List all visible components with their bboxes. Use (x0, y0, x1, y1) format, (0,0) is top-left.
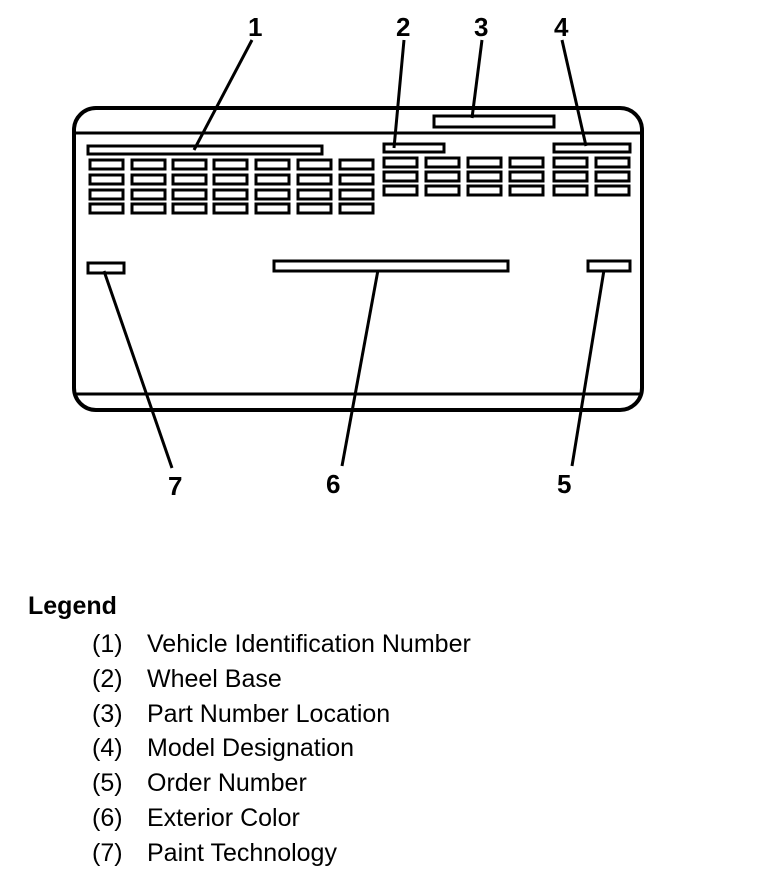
code-cell (426, 158, 459, 167)
code-cell (596, 172, 629, 181)
legend-label: Wheel Base (147, 664, 282, 693)
code-cell (554, 186, 587, 195)
code-cell (256, 190, 289, 199)
callout-7: 7 (168, 471, 183, 501)
legend-item (92, 627, 471, 662)
code-cell (256, 160, 289, 169)
legend (28, 592, 471, 871)
code-cell (214, 175, 247, 184)
code-cell (596, 186, 629, 195)
code-cell (256, 175, 289, 184)
code-cell (132, 204, 165, 213)
legend-number: (2) (92, 664, 123, 693)
part-number-bar (434, 116, 554, 127)
callout-4: 4 (554, 12, 569, 42)
code-cell (298, 204, 331, 213)
legend-list (28, 627, 471, 871)
code-cell (214, 160, 247, 169)
legend-number: (4) (92, 734, 123, 763)
legend-number: (1) (92, 630, 123, 658)
code-cell (173, 190, 206, 199)
code-cell (132, 175, 165, 184)
legend-label: Exterior Color (147, 803, 300, 832)
code-cell (554, 158, 587, 167)
legend-item (92, 836, 471, 871)
code-cell (468, 172, 501, 181)
code-cell (596, 158, 629, 167)
paint-technology-bar (88, 263, 124, 273)
legend-number: (3) (92, 699, 123, 728)
code-cell (384, 172, 417, 181)
code-cell (384, 186, 417, 195)
legend-number: (7) (92, 838, 123, 867)
code-cell (340, 190, 373, 199)
legend-number: (6) (92, 803, 123, 832)
code-cell (90, 204, 123, 213)
code-cell (173, 204, 206, 213)
exterior-color-bar (274, 261, 508, 271)
code-cell (90, 175, 123, 184)
callout-6: 6 (326, 469, 341, 499)
code-cell (214, 204, 247, 213)
code-cell (554, 172, 587, 181)
code-cell (298, 190, 331, 199)
code-cell (90, 160, 123, 169)
code-cell (298, 175, 331, 184)
code-cell (298, 160, 331, 169)
legend-label: Order Number (147, 769, 307, 798)
legend-number: (5) (92, 769, 123, 798)
legend-item (92, 662, 471, 697)
callout-3: 3 (474, 12, 489, 42)
code-cell (468, 158, 501, 167)
vin-bar (88, 146, 322, 154)
code-cell (132, 160, 165, 169)
legend-label: Paint Technology (147, 838, 337, 867)
legend-item (92, 766, 471, 801)
legend-item (92, 801, 471, 836)
model-designation-bar (554, 144, 630, 152)
legend-title: Legend (28, 592, 117, 620)
code-cell (256, 204, 289, 213)
callout-1: 1 (248, 12, 263, 42)
code-cell (510, 172, 543, 181)
order-number-bar (588, 261, 630, 271)
code-cell (426, 186, 459, 195)
callout-5: 5 (557, 469, 572, 499)
code-cell (340, 204, 373, 213)
code-cell (90, 190, 123, 199)
code-cell (173, 160, 206, 169)
code-cell (384, 158, 417, 167)
code-cell (214, 190, 247, 199)
code-cell (340, 175, 373, 184)
legend-label: Vehicle Identification Number (147, 630, 471, 658)
code-cell (173, 175, 206, 184)
code-cell (340, 160, 373, 169)
code-cell (510, 186, 543, 195)
code-cell (132, 190, 165, 199)
code-cell (468, 186, 501, 195)
legend-item (92, 697, 471, 732)
legend-label: Part Number Location (147, 699, 391, 728)
code-cell (426, 172, 459, 181)
callout-2: 2 (396, 12, 411, 42)
legend-item (92, 731, 471, 766)
legend-label: Model Designation (147, 734, 355, 763)
code-cell (510, 158, 543, 167)
